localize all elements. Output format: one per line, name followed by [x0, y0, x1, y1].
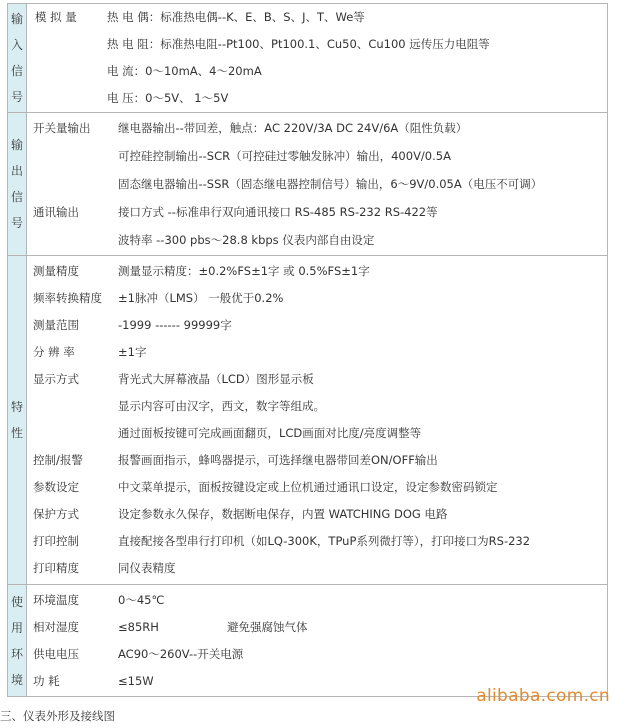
spec-key: 打印控制 [33, 534, 79, 548]
spec-key: 打印精度 [33, 561, 79, 575]
section-caption: 三、仪表外形及接线图 [0, 709, 115, 723]
spec-value: 0～45℃ [118, 592, 165, 607]
category-char: 境 [10, 672, 23, 687]
category-char: 特 [10, 400, 23, 414]
spec-key: 测量范围 [33, 318, 79, 332]
category-char: 入 [10, 38, 23, 52]
spec-row [27, 528, 607, 555]
spec-section [8, 585, 608, 697]
spec-row [27, 85, 607, 112]
spec-key: 分 辨 率 [33, 345, 75, 359]
spec-row [27, 312, 607, 339]
spec-value: ±1字 [118, 345, 147, 359]
spec-section [8, 4, 608, 113]
spec-value: 热 电 阻：标准热电阻--Pt100、Pt100.1、Cu50、Cu100 远传压力电阻等 [107, 37, 490, 51]
spec-value: 接口方式 --标准串行双向通讯接口 RS-485 RS-232 RS-422等 [118, 205, 438, 219]
spec-row [27, 285, 607, 312]
section-category [8, 4, 27, 113]
category-char: 输 [10, 138, 23, 152]
spec-row [27, 555, 607, 582]
spec-row [27, 420, 607, 447]
spec-key: 相对湿度 [33, 619, 79, 634]
section-body [27, 256, 608, 585]
spec-key: 参数设定 [33, 480, 79, 494]
category-char: 出 [10, 164, 23, 178]
section-body [27, 4, 608, 113]
spec-value: AC90～260V--开关电源 [118, 646, 244, 661]
spec-row [27, 114, 607, 142]
spec-value: 背光式大屏幕液晶（LCD）图形显示板 [118, 372, 314, 386]
spec-value: 可控硅控制输出--SCR（可控硅过零触发脉冲）输出，400V/0.5A [118, 149, 451, 163]
spec-value: -1999 ------ 99999字 [118, 318, 232, 332]
spec-value: 波特率 --300 pbs～28.8 kbps 仪表内部自由设定 [118, 233, 375, 247]
spec-value: 电 压：0～5V、 1～5V [107, 91, 229, 105]
category-char: 使 [10, 594, 23, 609]
spec-value: 中文菜单提示，面板按键设定或上位机通过通讯口设定，设定参数密码锁定 [118, 480, 498, 494]
spec-row [27, 170, 607, 198]
category-char: 信 [10, 64, 23, 78]
spec-row [27, 4, 607, 31]
category-char: 用 [10, 620, 23, 635]
spec-value: 报警画面指示，蜂鸣器提示，可选择继电器带回差ON/OFF输出 [118, 453, 438, 467]
section-category [8, 256, 27, 585]
spec-row [27, 339, 607, 366]
spec-row [27, 366, 607, 393]
category-char: 输 [10, 12, 23, 26]
spec-value: ±1脉冲（LMS） 一般优于0.2% [118, 291, 284, 305]
spec-value: ≤85RH [118, 619, 159, 634]
spec-value: 继电器输出--带回差，触点：AC 220V/3A DC 24V/6A（阻性负载） [118, 121, 468, 135]
spec-table [7, 3, 608, 697]
spec-key: 显示方式 [33, 372, 79, 386]
spec-value: 测量显示精度：±0.2%FS±1字 或 0.5%FS±1字 [118, 264, 370, 278]
spec-value: 直接配接各型串行打印机（如LQ-300K，TPuP系列微打等），打印接口为RS-232 [118, 534, 531, 548]
spec-value: 显示内容可由汉字，西文，数字等组成。 [118, 399, 325, 413]
watermark: alibaba.com.cn [476, 686, 610, 706]
section-category [8, 113, 27, 256]
spec-key: 测量精度 [33, 264, 79, 278]
spec-value: 通过面板按键可完成画面翻页，LCD画面对比度/亮度调整等 [118, 426, 422, 440]
spec-row [27, 501, 607, 528]
spec-key: 控制/报警 [33, 453, 83, 467]
spec-key: 供电电压 [33, 646, 79, 661]
spec-key: 保护方式 [33, 507, 79, 521]
category-char: 环 [10, 646, 23, 661]
spec-key: 功 耗 [33, 673, 60, 688]
spec-key: 通讯输出 [33, 205, 79, 219]
spec-key: 频率转换精度 [33, 291, 102, 305]
spec-row [27, 198, 607, 226]
spec-extra: 避免强腐蚀气体 [227, 619, 308, 634]
section-body [27, 585, 608, 697]
spec-sheet [7, 3, 608, 703]
spec-row [27, 614, 607, 641]
spec-row [27, 226, 607, 254]
spec-row [27, 393, 607, 420]
spec-row [27, 58, 607, 85]
spec-section [8, 256, 608, 585]
category-char: 号 [10, 216, 23, 230]
spec-key: 环境温度 [33, 592, 79, 607]
spec-key: 开关量输出 [33, 121, 91, 135]
spec-row [27, 447, 607, 474]
spec-value: 同仪表精度 [118, 561, 176, 575]
spec-value: 设定参数永久保存，数据断电保存，内置 WATCHING DOG 电路 [118, 507, 448, 521]
spec-value: 电 流：0～10mA、4～20mA [107, 64, 262, 78]
section-body [27, 113, 608, 256]
spec-row [27, 587, 607, 614]
category-char: 号 [10, 90, 23, 104]
spec-row [27, 142, 607, 170]
spec-row [27, 474, 607, 501]
spec-value: ≤15W [118, 673, 154, 688]
category-char: 信 [10, 190, 23, 204]
spec-value: 固态继电器输出--SSR（固态继电器控制信号）输出，6～9V/0.05A（电压不可调） [118, 177, 543, 191]
spec-row [27, 258, 607, 285]
spec-key: 模 拟 量 [35, 10, 77, 24]
category-char: 性 [10, 426, 23, 440]
section-category [8, 585, 27, 697]
spec-row [27, 641, 607, 668]
spec-section [8, 113, 608, 256]
spec-row [27, 31, 607, 58]
spec-value: 热 电 偶：标准热电偶--K、E、B、S、J、T、We等 [107, 10, 365, 24]
